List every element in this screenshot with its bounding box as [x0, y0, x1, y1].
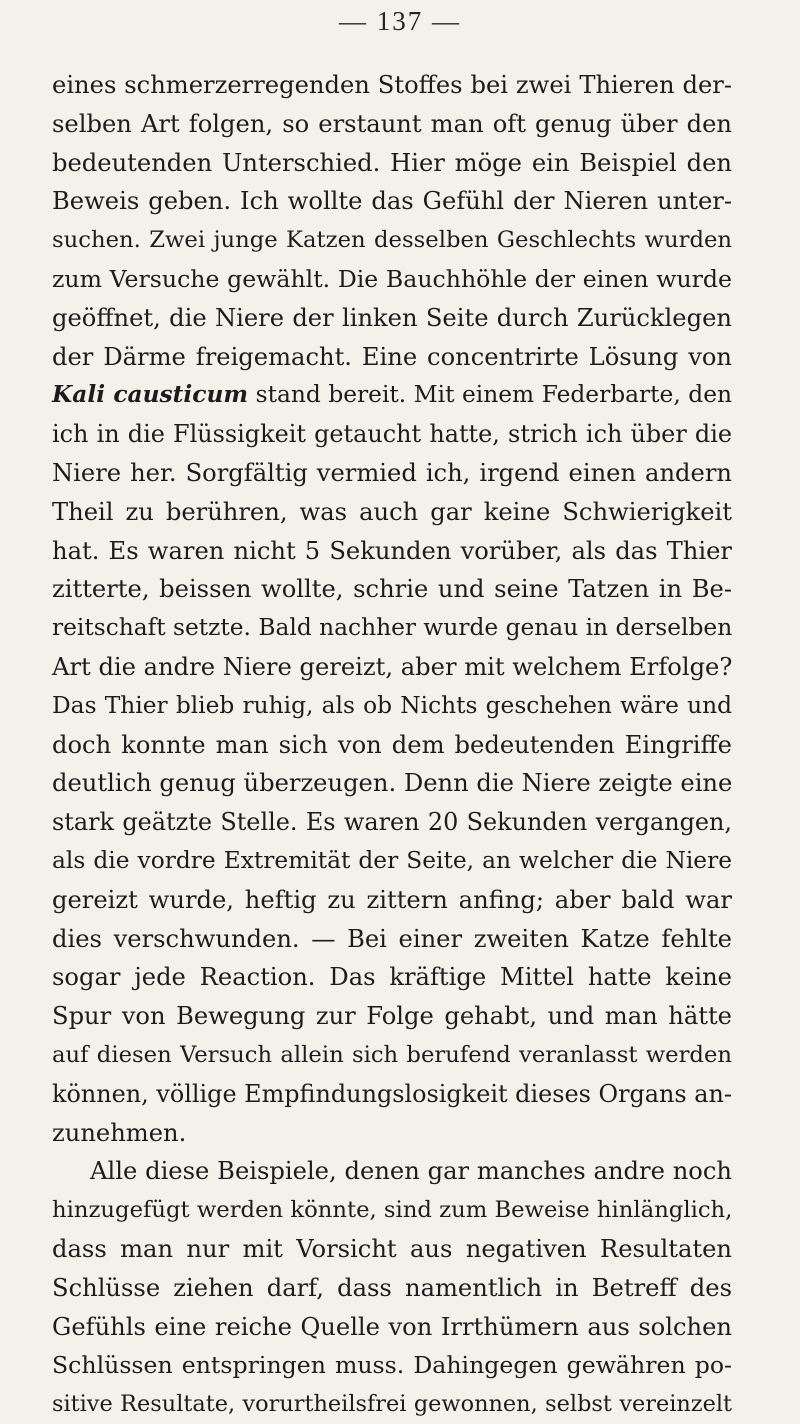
text-line: doch konnte man sich von dem bedeutenden Eingriffe: [52, 730, 732, 759]
text-line: Niere her. Sorgfältig vermied ich, irgend einen andern: [52, 458, 732, 487]
text-line: der Därme freigemacht. Eine concentrirte Lösung von: [52, 342, 732, 371]
text-line-with-italic: [52, 376, 732, 415]
text-line: eines schmerzerregenden Stoffes bei zwei Thieren der-: [52, 71, 732, 99]
text-line: Art die andre Niere gereizt, aber mit welchem Erfolge?: [52, 652, 733, 681]
page-number: — 137 —: [339, 6, 461, 36]
text-line: hat. Es waren nicht 5 Sekunden vorüber, als das Thier: [52, 536, 732, 565]
text-line: dies verschwunden. — Bei einer zweiten Katze fehlte: [52, 924, 732, 953]
text-line: zum Versuche gewählt. Die Bauchhöhle der einen wurde: [52, 264, 732, 293]
paragraph-first-line: Alle diese Beispiele, denen gar manches andre noch: [90, 1157, 732, 1186]
text-line: deutlich genug überzeugen. Denn die Niere zeigte eine: [52, 769, 733, 798]
text-line: suchen. Zwei junge Katzen desselben Geschlechts wurden: [52, 227, 732, 254]
text-line: auf diesen Versuch allein sich berufend veranlasst werden: [52, 1041, 732, 1068]
text-fragment: stand bereit. Mit einem Federbarte, den: [248, 381, 733, 409]
text-line: bedeutenden Unterschied. Hier möge ein Beispiel den: [52, 148, 732, 177]
text-line: Theil zu berühren, was auch gar keine Schwierigkeit: [52, 497, 732, 526]
text-line: stark geätzte Stelle. Es waren 20 Sekunden vergangen,: [52, 808, 732, 837]
text-line: Spur von Bewegung zur Folge gehabt, und man hätte: [52, 1002, 732, 1031]
text-line: gereizt wurde, heftig zu zittern anfing; aber bald war: [52, 885, 732, 914]
text-line: Gefühls eine reiche Quelle von Irrthümern aus solchen: [52, 1312, 732, 1341]
text-body: [52, 66, 732, 1424]
text-line: ich in die Flüssigkeit getaucht hatte, strich ich über die: [52, 420, 732, 449]
text-line: sitive Resultate, vorurtheilsfrei gewonnen, selbst vereinzelt: [52, 1391, 732, 1418]
text-line: sogar jede Reaction. Das kräftige Mittel hatte keine: [52, 963, 732, 992]
text-line: Schlüsse ziehen darf, dass namentlich in Betreff des: [52, 1273, 732, 1302]
text-line: dass man nur mit Vorsicht aus negativen Resultaten: [52, 1234, 732, 1263]
text-line: selben Art folgen, so erstaunt man oft genug über den: [52, 109, 732, 138]
italic-term: Kali causticum: [52, 381, 249, 409]
text-line: als die vordre Extremität der Seite, an welcher die Niere: [52, 846, 732, 874]
text-line: reitschaft setzte. Bald nachher wurde genau in derselben: [52, 614, 733, 642]
text-line: Beweis geben. Ich wollte das Gefühl der Nieren unter-: [52, 187, 732, 216]
text-line: geöffnet, die Niere der linken Seite durch Zurücklegen: [52, 303, 732, 332]
text-line: zunehmen.: [52, 1118, 187, 1147]
text-line: zitterte, beissen wollte, schrie und seine Tatzen in Be-: [52, 575, 732, 604]
text-line: hinzugefügt werden könnte, sind zum Beweise hinlänglich,: [52, 1197, 733, 1224]
text-line: Das Thier blieb ruhig, als ob Nichts geschehen wäre und: [52, 691, 732, 719]
text-line: Schlüssen entspringen muss. Dahingegen gewähren po-: [52, 1351, 732, 1380]
text-line: können, völlige Empfindungslosigkeit dieses Organs an-: [52, 1079, 732, 1108]
